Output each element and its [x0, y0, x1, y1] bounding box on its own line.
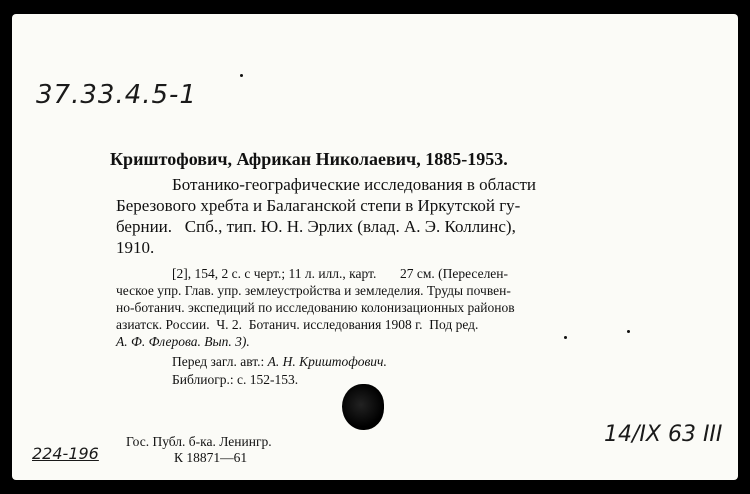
ink-speck — [627, 330, 630, 333]
collation-line-5 — [116, 333, 250, 350]
shelf-mark: 37.33.4.5-1 — [36, 80, 197, 110]
inventory-number-right: 14/IX 63 III — [604, 422, 723, 447]
series-editor-text: А. Ф. Флерова. Вып. 3). — [116, 334, 250, 349]
collation-line-2: ческое упр. Глав. упр. землеустройства и земледелия. Труды почвен- — [116, 283, 511, 298]
title-line-4: 1910. — [116, 238, 155, 257]
ink-speck — [240, 74, 243, 77]
ink-blot — [342, 384, 384, 430]
library-line: Гос. Публ. б-ка. Ленингр. — [126, 434, 272, 449]
note-author — [172, 353, 387, 370]
collation-line-4: азиатск. России. Ч. 2. Ботанич. исследования 1908 г. Под ред. — [116, 317, 479, 332]
title-line-2: Березового хребта и Балаганской степи в Иркутской гу- — [116, 196, 521, 215]
title-line-3: бернии. Спб., тип. Ю. Н. Эрлих (влад. А. Э. Коллинс), — [116, 217, 516, 236]
note-author-name: А. Н. Криштофович. — [267, 354, 387, 369]
note-author-prefix: Перед загл. авт.: — [172, 354, 268, 369]
card-number: К 18871—61 — [174, 450, 248, 465]
title-line-1: Ботанико-географические исследования в области — [172, 175, 536, 194]
ink-speck — [564, 336, 567, 339]
inventory-number-left: 224-196 — [32, 444, 99, 463]
collation-line-1: [2], 154, 2 с. с черт.; 11 л. илл., карт. 27 см. (Переселен- — [172, 266, 509, 281]
note-bibliography: Библиогр.: с. 152-153. — [172, 372, 299, 387]
catalog-card — [12, 14, 738, 480]
author-heading: Криштофович, Африкан Николаевич, 1885-1953. — [110, 149, 508, 169]
collation-line-3: но-ботанич. экспедиций по исследованию колонизационных районов — [116, 300, 515, 315]
